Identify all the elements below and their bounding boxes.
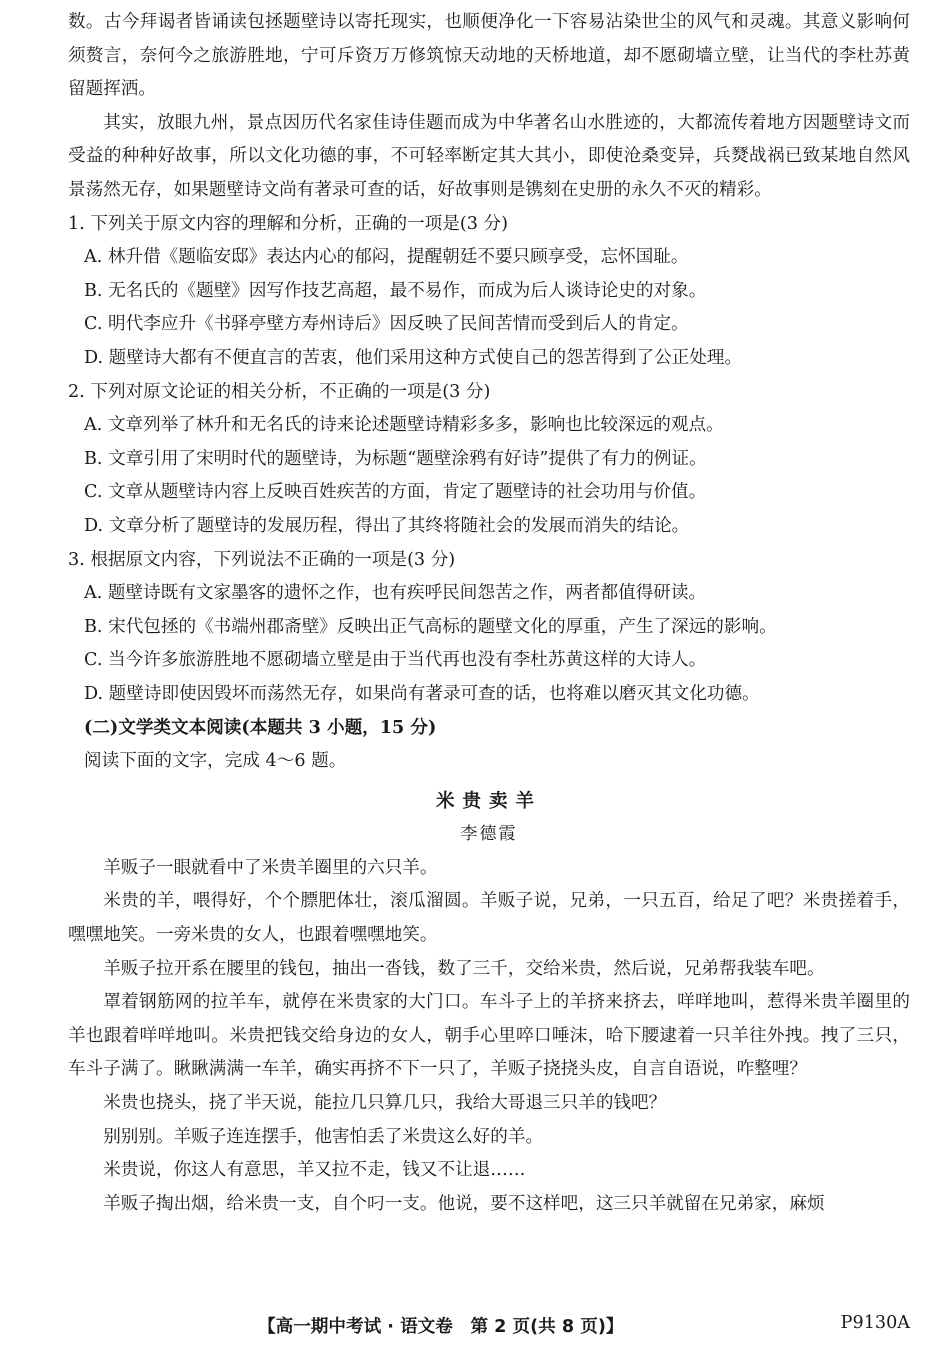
exam-page [68,6,910,1221]
story-paragraph: 米贵说，你这人有意思，羊又拉不走，钱又不让退…… [103,1160,526,1181]
option-c: C. 文章从题壁诗内容上反映百姓疾苦的方面，肯定了题壁诗的社会功用与价值。 [84,482,707,503]
option-a: A. 文章列举了林升和无名氏的诗来论述题壁诗精彩多多，影响也比较深远的观点。 [84,415,724,436]
passage-paragraph: 数。古今拜谒者皆诵读包拯题壁诗以寄托现实，也顺便净化一下容易沾染世尘的风气和灵魂。其意义影响何须赘言，奈何今之旅游胜地，宁可斥资万万修筑惊天动地的天桥地道，却不愿砌墙立壁，让当代的李杜苏黄留题挥洒。 [68,12,910,100]
section-heading: (二)文学类文本阅读(本题共 3 小题，15 分) [84,717,437,739]
story-paragraph: 米贵也挠头，挠了半天说，能拉几只算几只，我给大哥退三只羊的钱吧？ [103,1093,667,1113]
story-title: 米贵卖羊 [435,790,542,812]
option-b: B. 无名氏的《题壁》因写作技艺高超，最不易作，而成为后人谈诗论史的对象。 [84,280,707,301]
story-paragraph: 羊贩子一眼就看中了米贵羊圈里的六只羊。 [103,857,438,878]
story-paragraph: 别别别。羊贩子连连摆手，他害怕丢了米贵这么好的羊。 [103,1126,544,1147]
option-d: D. 题壁诗即使因毁坏而荡然无存，如果尚有著录可查的话，也将难以磨灭其文化功德。 [84,683,760,704]
question-stem: 2. 下列对原文论证的相关分析，不正确的一项是(3 分) [68,381,491,402]
question-2 [68,376,910,544]
question-1 [68,208,910,376]
section-instruction: 阅读下面的文字，完成 4～6 题。 [84,751,347,772]
footer-exam-code: P9130A [840,1313,910,1333]
passage-paragraph: 其实，放眼九州，景点因历代名家佳诗佳题而成为中华著名山水胜迹的，大都流传着地方因题壁诗文而受益的种种好故事，所以文化功德的事，不可轻率断定其大其小，即使沧桑变异，兵燹战祸已致某地自然风景荡然无存，如果题壁诗文尚有著录可查的话，好故事则是镌刻在史册的永久不灭的精彩。 [68,112,910,200]
option-c: C. 明代李应升《书驿亭壁方寿州诗后》因反映了民间苦情而受到后人的肯定。 [84,314,689,335]
option-b: B. 文章引用了宋明时代的题壁诗，为标题“题壁涂鸦有好诗”提供了有力的例证。 [84,448,707,469]
story-paragraph: 羊贩子掏出烟，给米贵一支，自个叼一支。他说，要不这样吧，这三只羊就留在兄弟家，麻烦 [103,1193,825,1214]
story-paragraph: 罩着钢筋网的拉羊车，就停在米贵家的大门口。车斗子上的羊挤来挤去，咩咩地叫，惹得米贵羊圈里的羊也跟着咩咩地叫。米贵把钱交给身边的女人，朝手心里啐口唾沫，哈下腰逮着一只羊往外拽。拽了三只，车斗子满了。瞅瞅满满一车羊，确实再挤不下一只了，羊贩子挠挠头皮，自言自语说，咋整哩？ [68,992,910,1080]
option-c: C. 当今许多旅游胜地不愿砌墙立壁是由于当代再也没有李杜苏黄这样的大诗人。 [84,650,707,671]
option-a: A. 题壁诗既有文家墨客的遗怀之作，也有疾呼民间怨苦之作，两者都值得研读。 [84,583,707,604]
footer-page-info: 【高一期中考试 · 语文卷 第 2 页(共 8 页)】 [258,1317,624,1337]
option-b: B. 宋代包拯的《书端州郡斋壁》反映出正气高标的题壁文化的厚重，产生了深远的影响。 [84,616,777,637]
option-d: D. 题壁诗大都有不便直言的苦衷，他们采用这种方式使自己的怨苦得到了公正处理。 [84,347,743,368]
page-footer [0,1313,950,1343]
question-3 [68,544,910,712]
option-a: A. 林升借《题临安邸》表达内心的郁闷，提醒朝廷不要只顾享受，忘怀国耻。 [84,247,689,268]
question-stem: 1. 下列关于原文内容的理解和分析，正确的一项是(3 分) [68,213,508,234]
option-d: D. 文章分析了题壁诗的发展历程，得出了其终将随社会的发展而消失的结论。 [84,515,690,536]
story-paragraph: 米贵的羊，喂得好，个个膘肥体壮，滚瓜溜圆。羊贩子说，兄弟，一只五百，给足了吧？米贵搓着手，嘿嘿地笑。一旁米贵的女人，也跟着嘿嘿地笑。 [68,891,910,946]
story-author: 李德霞 [460,824,518,845]
story-paragraph: 羊贩子拉开系在腰里的钱包，抽出一沓钱，数了三千，交给米贵，然后说，兄弟帮我装车吧。 [103,958,825,979]
question-stem: 3. 根据原文内容，下列说法不正确的一项是(3 分) [68,549,456,570]
